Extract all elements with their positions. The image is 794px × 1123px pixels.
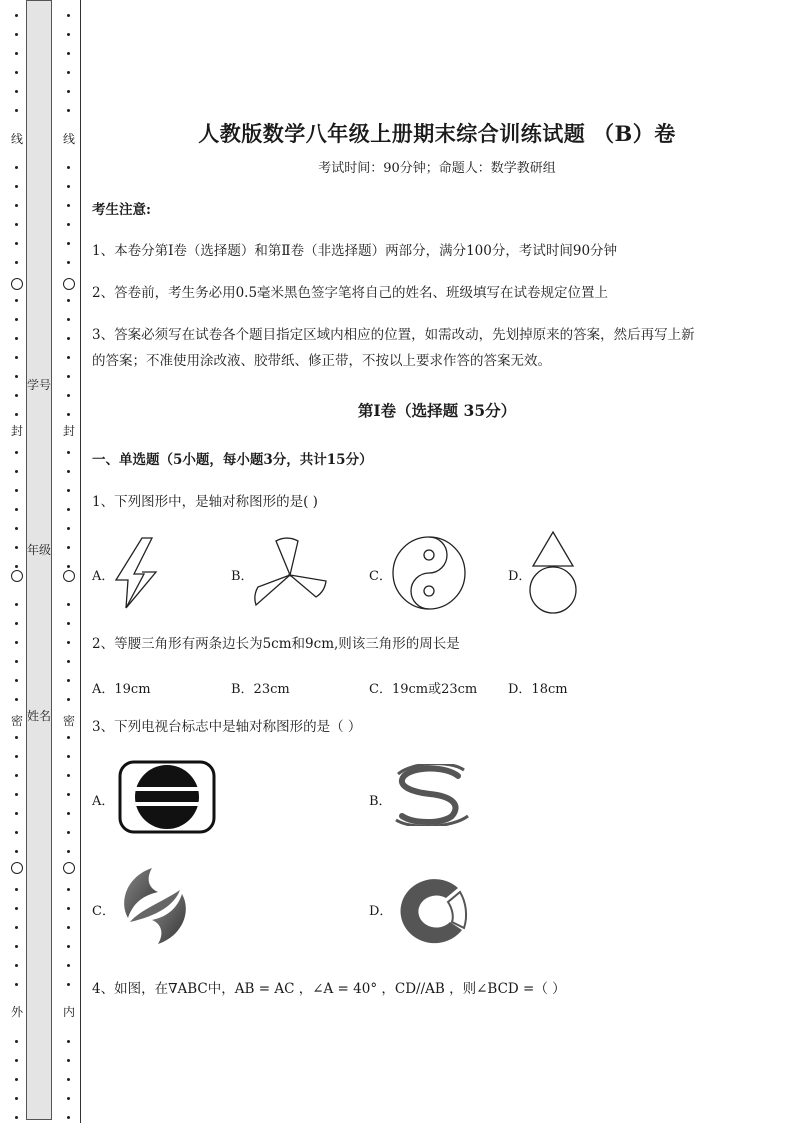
cut-line-dot: [67, 812, 70, 815]
cut-line-dot: [67, 204, 70, 207]
cut-line-dot: [15, 546, 18, 549]
cut-line-dot: [67, 1040, 70, 1043]
cut-line-dot: [67, 907, 70, 910]
cut-line-dot: [67, 14, 70, 17]
cut-line-dot: [67, 33, 70, 36]
cut-line-dot: [67, 337, 70, 340]
circle-mark: [63, 862, 75, 874]
c-ring-logo-icon: [396, 876, 478, 946]
notice-item-2: 2、答卷前，考生务必用0.5毫米黑色签字笔将自己的姓名、班级填写在试卷规定位置上: [92, 285, 609, 301]
cut-mark-inner: 内: [62, 1005, 75, 1019]
cut-line-dot: [15, 850, 18, 853]
cut-line-dot: [67, 622, 70, 625]
circle-mark: [11, 862, 23, 874]
cut-line-dot: [67, 888, 70, 891]
cut-line-dot: [67, 983, 70, 986]
cut-line-dot: [67, 185, 70, 188]
striped-circle-logo-icon: [118, 760, 216, 834]
cut-mark-line: 线: [62, 132, 75, 146]
cut-line-dot: [15, 1097, 18, 1100]
cut-line-dot: [15, 698, 18, 701]
cut-line-dot: [15, 52, 18, 55]
triangle-over-circle-icon: [528, 530, 578, 616]
cut-line-dot: [15, 489, 18, 492]
notice-heading: 考生注意:: [92, 202, 151, 218]
cut-line-dot: [15, 375, 18, 378]
q3-option-b-label: B．: [369, 794, 392, 809]
cut-mark-line: 线: [10, 132, 23, 146]
notice-item-3-line-1: 3、答案必须写在试卷各个题目指定区域内相应的位置，如需改动，先划掉原来的答案，然后再写上新: [92, 327, 695, 343]
cut-line-dot: [15, 679, 18, 682]
cut-mark-secret: 密: [62, 714, 75, 728]
cut-line-dot: [67, 698, 70, 701]
cut-mark-seal: 封: [10, 424, 23, 438]
cut-line-dot: [67, 736, 70, 739]
cut-line-dot: [15, 527, 18, 530]
cut-line-dot: [15, 565, 18, 568]
binding-gray-band: [26, 0, 52, 1120]
right-dotted-cut-line: [62, 0, 76, 1123]
cut-line-dot: [15, 508, 18, 511]
cut-line-dot: [67, 850, 70, 853]
question-1-stem: 1、下列图形中，是轴对称图形的是( ): [92, 494, 318, 510]
q1-option-c-label: C．: [369, 569, 392, 584]
margin-border-line: [80, 0, 81, 1123]
cut-line-dot: [15, 983, 18, 986]
yin-yang-icon: [390, 535, 468, 611]
cut-line-dot: [67, 1116, 70, 1119]
cut-line-dot: [67, 565, 70, 568]
cut-line-dot: [67, 603, 70, 606]
circle-mark: [11, 278, 23, 290]
cut-line-dot: [15, 755, 18, 758]
cut-line-dot: [15, 736, 18, 739]
left-dotted-cut-line: [10, 0, 24, 1123]
student-id-label: 学号: [26, 378, 51, 392]
cut-line-dot: [67, 71, 70, 74]
cut-line-dot: [67, 166, 70, 169]
cut-line-dot: [15, 451, 18, 454]
cut-line-dot: [15, 242, 18, 245]
cut-line-dot: [15, 90, 18, 93]
exam-title: 人教版数学八年级上册期末综合训练试题 （B）卷: [198, 121, 676, 146]
question-2-stem: 2、等腰三角形有两条边长为5cm和9cm,则该三角形的周长是: [92, 636, 460, 652]
cut-line-dot: [15, 622, 18, 625]
cut-mark-secret: 密: [10, 714, 23, 728]
cut-line-dot: [15, 318, 18, 321]
cut-mark-outer: 外: [10, 1005, 23, 1019]
cut-line-dot: [15, 14, 18, 17]
cut-line-dot: [67, 546, 70, 549]
cut-line-dot: [15, 223, 18, 226]
cut-line-dot: [67, 1097, 70, 1100]
cut-line-dot: [67, 223, 70, 226]
cut-line-dot: [67, 793, 70, 796]
cut-line-dot: [15, 888, 18, 891]
cut-line-dot: [67, 413, 70, 416]
cut-line-dot: [15, 774, 18, 777]
pinwheel-icon: [252, 535, 330, 607]
binding-margin: [0, 0, 82, 1123]
q3-option-a-label: A．: [92, 794, 115, 809]
cut-line-dot: [67, 945, 70, 948]
q1-option-d-label: D．: [508, 569, 532, 584]
cut-line-dot: [67, 660, 70, 663]
lightning-bolt-icon: [114, 536, 158, 610]
cut-line-dot: [67, 242, 70, 245]
cut-line-dot: [15, 907, 18, 910]
cut-line-dot: [67, 356, 70, 359]
cut-line-dot: [67, 641, 70, 644]
section-title: 第Ⅰ卷（选择题 35分）: [357, 401, 517, 420]
cut-line-dot: [15, 945, 18, 948]
name-label: 姓名: [26, 709, 51, 723]
cut-line-dot: [67, 755, 70, 758]
cut-line-dot: [67, 926, 70, 929]
cut-line-dot: [67, 964, 70, 967]
q3-option-c-label: C．: [92, 904, 115, 919]
grade-label: 年级: [26, 543, 51, 557]
gradient-s-logo-icon: [118, 866, 192, 946]
cut-line-dot: [67, 394, 70, 397]
cut-line-dot: [67, 470, 70, 473]
q1-option-a-label: A．: [92, 569, 115, 584]
cut-line-dot: [15, 470, 18, 473]
cut-line-dot: [67, 299, 70, 302]
question-4-stem: 4、如图，在∇ABC中，AB = AC ，∠A = 40° ，CD//AB ，则∠BCD =（ ）: [92, 981, 566, 997]
cut-line-dot: [15, 1040, 18, 1043]
q3-option-d-label: D．: [369, 904, 393, 919]
circle-mark: [63, 570, 75, 582]
cut-line-dot: [67, 318, 70, 321]
exam-subtitle: 考试时间：90分钟；命题人：数学教研组: [318, 161, 556, 176]
cut-line-dot: [15, 793, 18, 796]
question-3-stem: 3、下列电视台标志中是轴对称图形的是（ ）: [92, 719, 362, 735]
cut-mark-seal: 封: [62, 424, 75, 438]
cut-line-dot: [15, 109, 18, 112]
cut-line-dot: [15, 831, 18, 834]
cut-line-dot: [67, 489, 70, 492]
cut-line-dot: [67, 90, 70, 93]
cut-line-dot: [67, 1059, 70, 1062]
cut-line-dot: [15, 926, 18, 929]
q2-option-b: B．23cm: [231, 682, 290, 697]
circle-mark: [63, 278, 75, 290]
q2-option-d: D．18cm: [508, 682, 568, 697]
cut-line-dot: [15, 413, 18, 416]
cut-line-dot: [67, 679, 70, 682]
cut-line-dot: [15, 812, 18, 815]
cut-line-dot: [67, 261, 70, 264]
cut-line-dot: [15, 1059, 18, 1062]
cut-line-dot: [15, 299, 18, 302]
cut-line-dot: [67, 451, 70, 454]
q2-option-c: C．19cm或23cm: [369, 682, 478, 697]
q1-option-b-label: B．: [231, 569, 254, 584]
cut-line-dot: [67, 831, 70, 834]
cut-line-dot: [15, 1078, 18, 1081]
cut-line-dot: [67, 508, 70, 511]
part-heading: 一、单选题（5小题，每小题3分，共计15分）: [92, 452, 373, 468]
cut-line-dot: [15, 356, 18, 359]
cut-line-dot: [15, 660, 18, 663]
circle-mark: [11, 570, 23, 582]
cut-line-dot: [67, 375, 70, 378]
cut-line-dot: [67, 1078, 70, 1081]
cut-line-dot: [15, 337, 18, 340]
notice-item-3-line-2: 的答案；不准使用涂改液、胶带纸、修正带，不按以上要求作答的答案无效。: [92, 353, 551, 369]
cut-line-dot: [15, 185, 18, 188]
cut-line-dot: [15, 1116, 18, 1119]
cut-line-dot: [15, 204, 18, 207]
cut-line-dot: [15, 71, 18, 74]
double-s-logo-icon: [392, 764, 474, 826]
cut-line-dot: [15, 166, 18, 169]
notice-item-1: 1、本卷分第Ⅰ卷（选择题）和第Ⅱ卷（非选择题）两部分，满分100分，考试时间90分钟: [92, 243, 618, 259]
cut-line-dot: [15, 641, 18, 644]
q2-option-a: A．19cm: [92, 682, 151, 697]
cut-line-dot: [67, 527, 70, 530]
cut-line-dot: [15, 261, 18, 264]
cut-line-dot: [15, 964, 18, 967]
cut-line-dot: [15, 394, 18, 397]
cut-line-dot: [15, 603, 18, 606]
cut-line-dot: [67, 109, 70, 112]
cut-line-dot: [67, 52, 70, 55]
cut-line-dot: [67, 774, 70, 777]
cut-line-dot: [15, 33, 18, 36]
